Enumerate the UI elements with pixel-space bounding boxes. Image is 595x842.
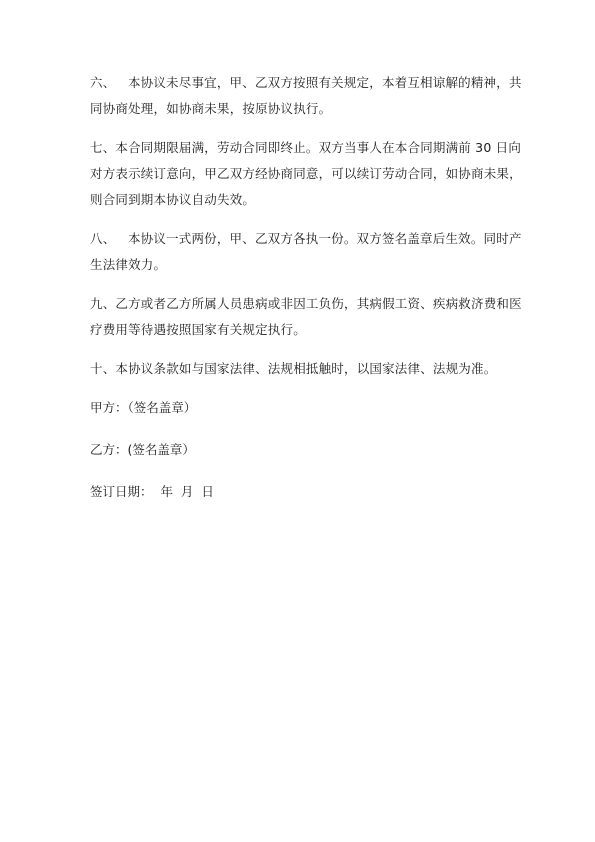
party-a-signature: 甲方：（签名盖章） [90, 400, 197, 415]
clause-text: 本协议未尽事宜，甲、乙双方按照有关规定，本着互相谅解的精神，共同协商处理，如协商未果，按原协议执行。 [90, 75, 522, 116]
document-body [90, 70, 522, 521]
clause-number: 七、 [90, 140, 116, 155]
clause-text: 乙方或者乙方所属人员患病或非因工负伤，其病假工资、疾病救济费和医疗费用等待遇按照国家有关规定执行。 [90, 296, 522, 337]
clause-gap [115, 75, 128, 90]
clause-number: 十、 [90, 361, 116, 376]
clause-number: 九、 [90, 296, 116, 311]
clause-text: 本协议条款如与国家法律、法规相抵触时，以国家法律、法规为准。 [115, 361, 497, 376]
signing-date: 签订日期： 年 月 日 [90, 484, 214, 499]
clause-number: 六、 [90, 75, 116, 90]
clause-seven [90, 135, 522, 213]
clause-nine [90, 291, 522, 343]
clause-number: 八、 [90, 231, 116, 246]
clause-gap [115, 231, 128, 246]
clause-ten [90, 356, 522, 382]
clause-text: 本协议一式两份，甲、乙双方各执一份。双方签名盖章后生效。同时产生法律效力。 [90, 231, 522, 272]
clause-text: 本合同期限届满，劳动合同即终止。双方当事人在本合同期满前 30 日向对方表示续订意向，甲乙双方经协商同意，可以续订劳动合同，如协商未果，则合同到期本协议自动失效。 [90, 140, 522, 207]
clause-six [90, 70, 522, 122]
party-b-signature: 乙方：(签名盖章） [90, 442, 195, 457]
clause-eight [90, 226, 522, 278]
